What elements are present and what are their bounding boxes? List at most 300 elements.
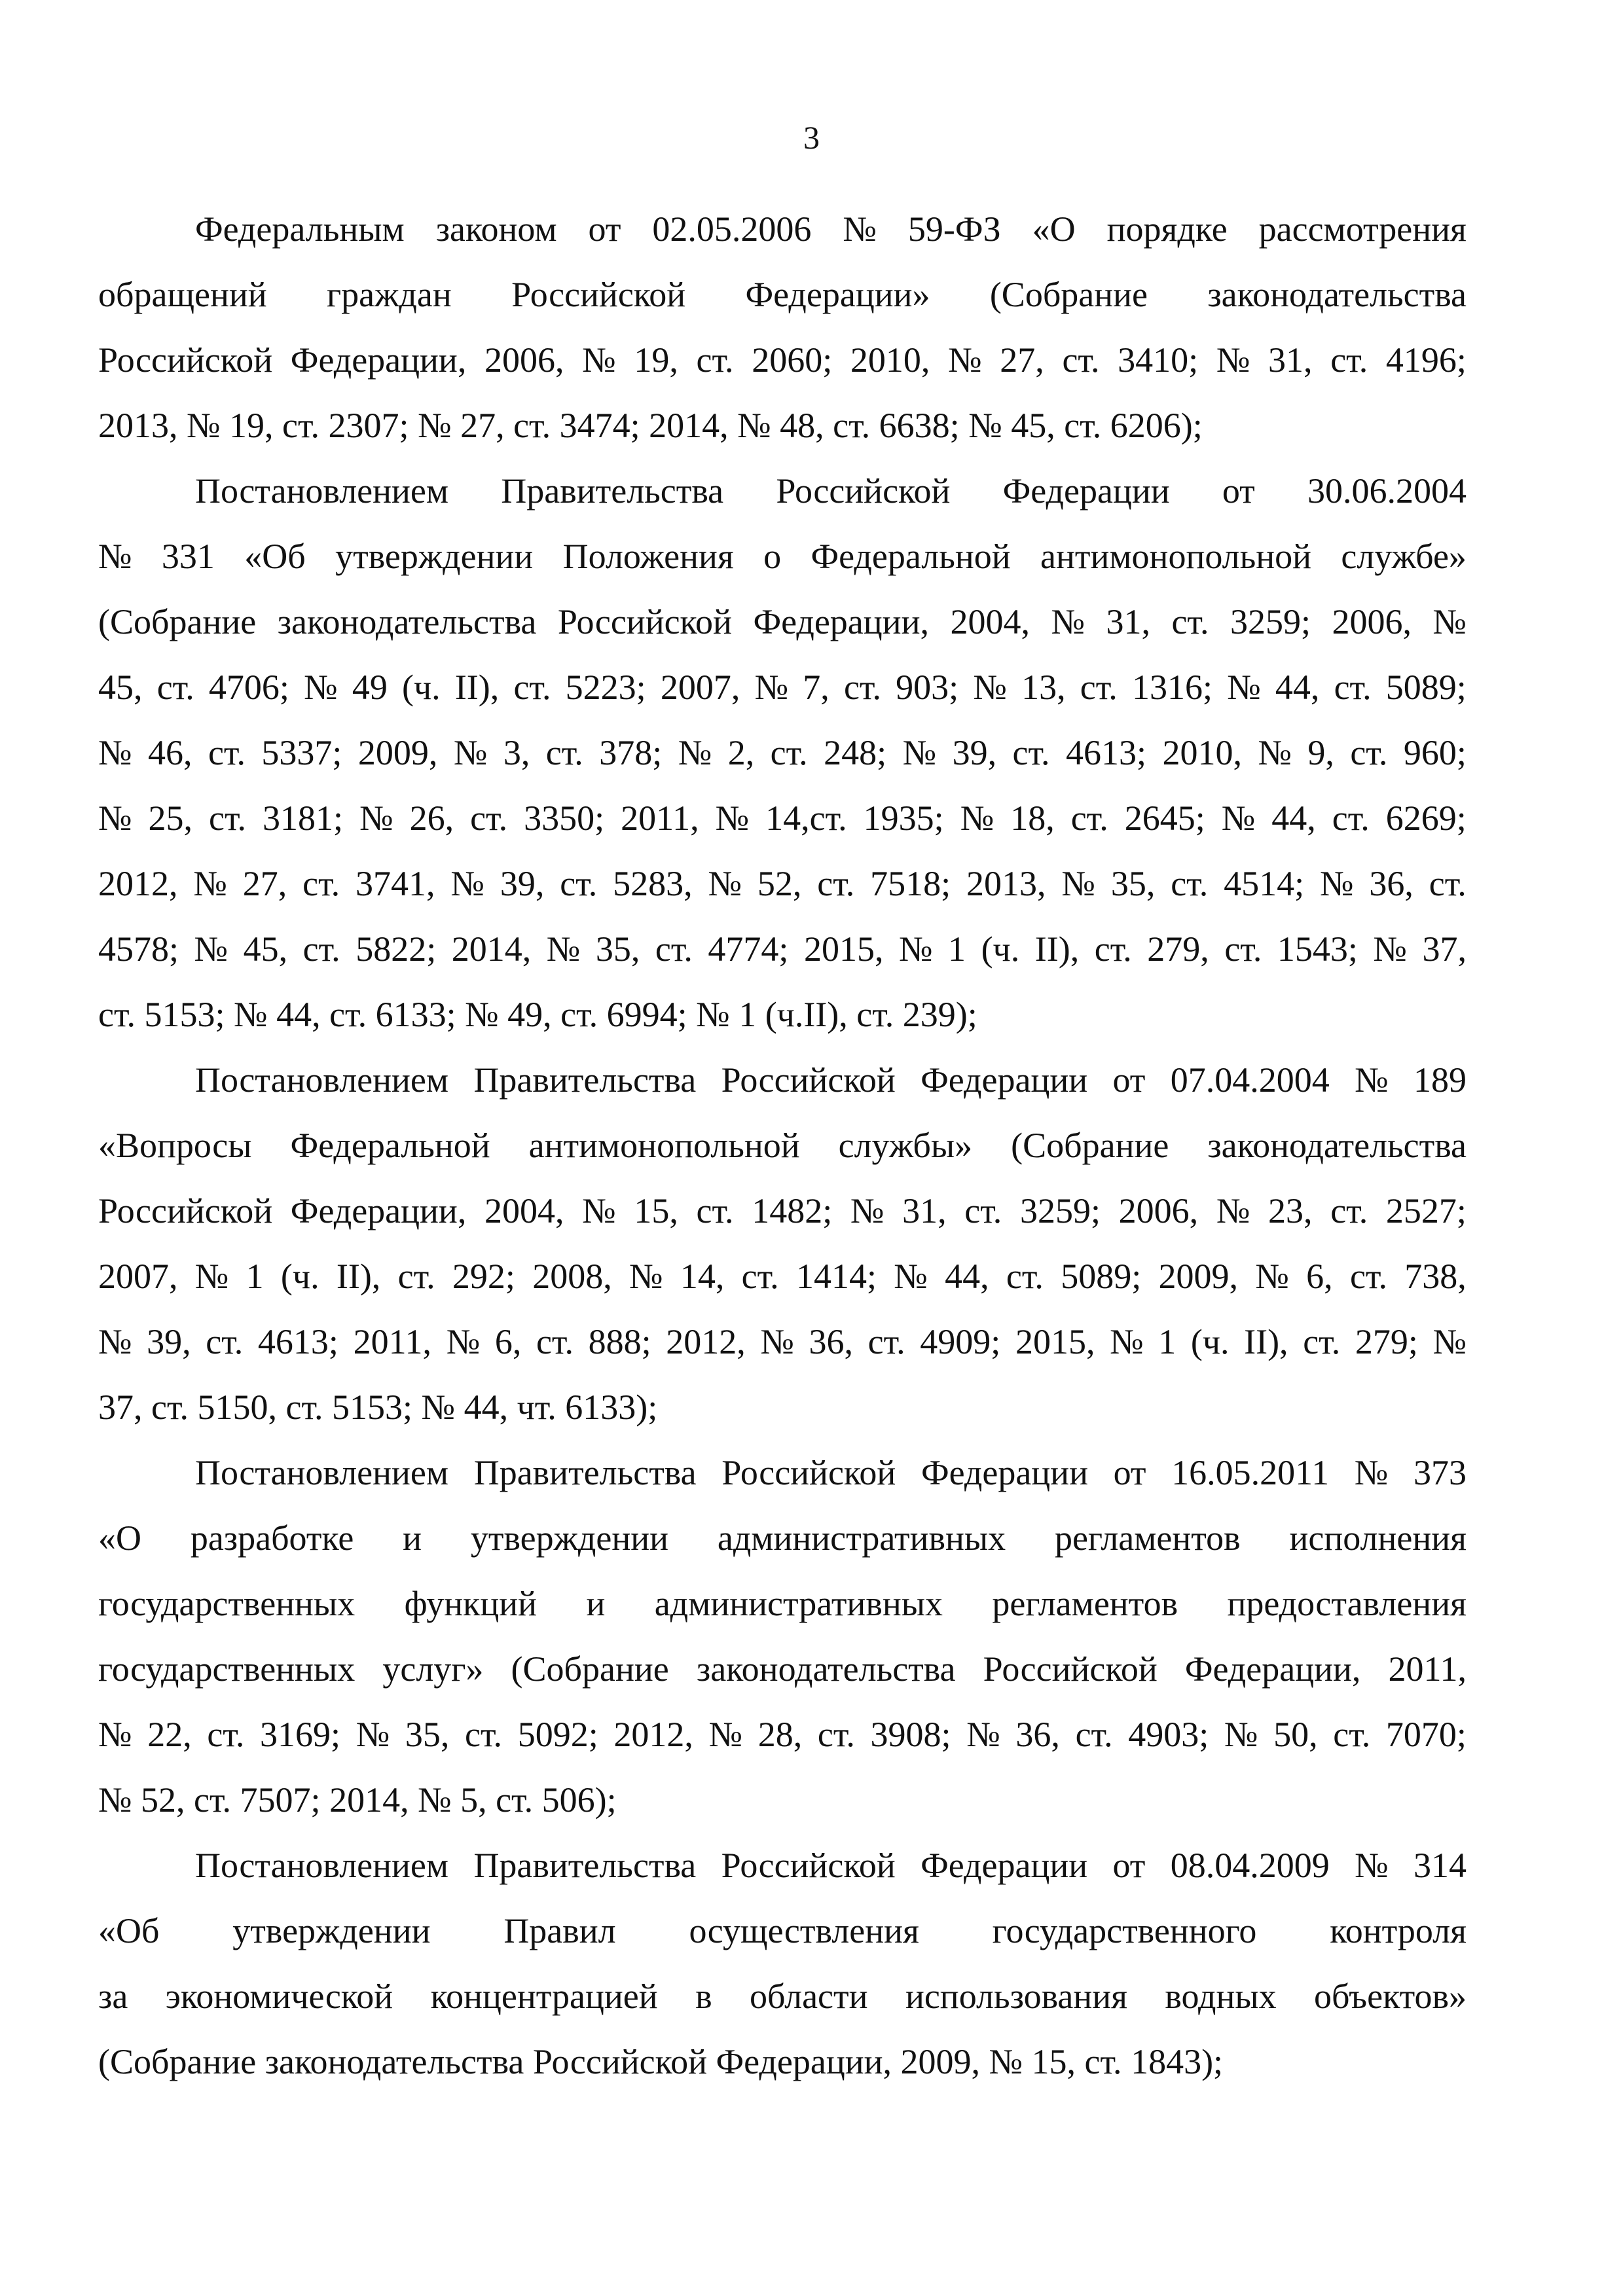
word: № [902, 733, 937, 772]
word: Федерации, [290, 340, 467, 380]
word: № [968, 406, 1012, 445]
text-line [98, 1440, 1467, 1505]
word: № [187, 406, 230, 445]
word: 378; [599, 733, 663, 772]
word: 3, [503, 733, 530, 772]
word: 903; [896, 668, 959, 707]
word: ст. [1006, 1257, 1044, 1296]
word: 52, [757, 864, 802, 903]
word: № [715, 798, 750, 838]
document-body [98, 196, 1467, 2094]
word: 48, [780, 406, 833, 445]
word: № [98, 1322, 132, 1361]
word: 36, [1369, 864, 1413, 903]
word: 7, [803, 668, 830, 707]
word: 2012, [613, 1715, 693, 1754]
text-line [98, 1767, 1467, 1833]
word: 5150, [197, 1388, 286, 1427]
word: 37, [1422, 929, 1467, 969]
word: 4613; [257, 1322, 338, 1361]
word: ст. [156, 668, 194, 707]
word: 44, [276, 995, 330, 1034]
word: законодательства [1207, 275, 1467, 314]
word: 19, [634, 340, 678, 380]
word: № [1355, 1060, 1389, 1100]
word: 2010, [1162, 733, 1242, 772]
word: 28, [757, 1715, 803, 1754]
word: 44, [464, 1388, 517, 1427]
word: чт. [517, 1388, 566, 1427]
word: 14, [680, 1257, 725, 1296]
word: 4196; [1385, 340, 1467, 380]
word: № [194, 929, 228, 969]
word: антимонопольной [528, 1126, 800, 1165]
word: «Вопросы [98, 1126, 252, 1165]
word: Федеральной [811, 537, 1011, 576]
text-line [98, 393, 1467, 458]
word: 15, [1031, 2042, 1085, 2081]
word: № [356, 1715, 390, 1754]
text-line [98, 2029, 1467, 2094]
word: ст. [833, 406, 879, 445]
word: 279, [1147, 929, 1209, 969]
word: 35, [405, 1715, 450, 1754]
word: и [586, 1584, 606, 1623]
word: контроля [1330, 1911, 1467, 1950]
word: функций [404, 1584, 538, 1623]
word: 2010, [850, 340, 930, 380]
word: 6, [1306, 1257, 1333, 1296]
word: 18, [1010, 798, 1055, 838]
word: 4903; [1128, 1715, 1209, 1754]
word: ст. [397, 1257, 435, 1296]
word: области [750, 1977, 868, 2016]
text-line [98, 1113, 1467, 1178]
word: ст. [867, 1322, 905, 1361]
word: 3741, [356, 864, 435, 903]
word: 5283, [613, 864, 693, 903]
text-line [98, 1309, 1467, 1374]
word: 39, [147, 1322, 191, 1361]
word: Российской [721, 1846, 896, 1885]
word: 279; [1355, 1322, 1418, 1361]
word: административных [654, 1584, 943, 1623]
word: 314 [1413, 1846, 1467, 1885]
word: 2011, [621, 798, 699, 838]
word: 31, [1268, 340, 1313, 380]
word: 45, [243, 929, 288, 969]
text-line [98, 1244, 1467, 1309]
word: Российской [776, 471, 951, 511]
word: регламентов [1054, 1518, 1241, 1558]
word: № [1110, 1322, 1144, 1361]
word: № [98, 537, 132, 576]
word: 3908; [870, 1715, 951, 1754]
paragraph [98, 1833, 1467, 2094]
word: 2009, [900, 2042, 989, 2081]
word: ст. [1171, 602, 1209, 641]
word: 5337; [261, 733, 342, 772]
word: Федерации [1002, 471, 1170, 511]
word: 25, [148, 798, 193, 838]
word: 13, [1021, 668, 1066, 707]
word: 2012, [666, 1322, 746, 1361]
word: 888; [588, 1322, 651, 1361]
word: ст. [770, 733, 808, 772]
word: Российской [983, 1649, 1158, 1689]
word: II), [336, 1257, 381, 1296]
word: 2015, [1015, 1322, 1095, 1361]
paragraph [98, 1047, 1467, 1440]
word: 960; [1403, 733, 1467, 772]
word: № [754, 668, 789, 707]
word: государственного [992, 1911, 1257, 1950]
word: Российской [721, 1453, 896, 1492]
word: (ч. [402, 668, 441, 707]
word: граждан [326, 275, 452, 314]
word: 36, [1015, 1715, 1060, 1754]
word: ст. [1062, 340, 1100, 380]
word: 2527; [1385, 1191, 1467, 1230]
word: № [1061, 864, 1095, 903]
word: № [98, 1715, 132, 1754]
word: ст. [696, 340, 734, 380]
word: Федерации [921, 1060, 1088, 1100]
word: № [966, 1715, 1000, 1754]
word: № [418, 406, 461, 445]
word: законодательства [277, 602, 537, 641]
word: 1935; [863, 798, 944, 838]
word: в [695, 1977, 712, 2016]
word: № [843, 209, 877, 249]
word: «О [1032, 209, 1076, 249]
word: 59-ФЗ [907, 209, 1001, 249]
word: Федерации» [745, 275, 930, 314]
word: (ч. [280, 1257, 319, 1296]
word: ст. [206, 1322, 244, 1361]
word: Постановлением [195, 471, 449, 511]
word: 2012, [98, 864, 178, 903]
word: 31, [1106, 602, 1150, 641]
word: осуществления [689, 1911, 919, 1950]
word: 3350; [524, 798, 605, 838]
word: 5, [460, 1780, 496, 1820]
word: ст. [1084, 2042, 1131, 2081]
word: концентрацией [430, 1977, 658, 2016]
word: ст. [1349, 1257, 1387, 1296]
word: Правительства [501, 471, 724, 511]
word: ст. [560, 995, 607, 1034]
word: Правительства [473, 1846, 697, 1885]
text-line [98, 1571, 1467, 1636]
word: 2307; [328, 406, 418, 445]
word: 5223; [565, 668, 646, 707]
word: 30.06.2004 [1307, 471, 1467, 511]
word: 50, [1273, 1715, 1318, 1754]
word: № [1354, 1453, 1389, 1492]
word: 3259; [1019, 1191, 1101, 1230]
word: 2011, [353, 1322, 432, 1361]
word: № [1355, 1846, 1389, 1885]
word: ст. [696, 1191, 734, 1230]
word: 5822; [356, 929, 437, 969]
word: 27, [460, 406, 514, 445]
word: № [948, 340, 982, 380]
word: ст. [741, 1257, 779, 1296]
word: ст. [151, 1388, 198, 1427]
word: № [960, 798, 994, 838]
word: ст. [655, 929, 693, 969]
word: № [194, 1257, 229, 1296]
word: 373 [1413, 1453, 1467, 1492]
word: ст. [817, 1715, 855, 1754]
word: 2645; [1124, 798, 1205, 838]
word: 35, [1110, 864, 1156, 903]
word: № [234, 995, 277, 1034]
text-line [98, 851, 1467, 916]
word: 08.04.2009 [1170, 1846, 1330, 1885]
word: № [1373, 929, 1407, 969]
word: административных [717, 1518, 1006, 1558]
word: ст. [1333, 1715, 1371, 1754]
word: № [1216, 340, 1250, 380]
word: № [582, 340, 616, 380]
text-line [98, 1964, 1467, 2029]
word: № [1432, 1322, 1467, 1361]
word: ст. [1094, 929, 1132, 969]
text-line [98, 1833, 1467, 1898]
word: № [1216, 1191, 1250, 1230]
word: обращений [98, 275, 267, 314]
word: 16.05.2011 [1171, 1453, 1330, 1492]
word: II), [454, 668, 500, 707]
word: от [1222, 471, 1255, 511]
word: 6, [494, 1322, 522, 1361]
word: водных [1165, 1977, 1277, 2016]
word: экономической [165, 1977, 393, 2016]
word: 44, [1271, 798, 1316, 838]
word: ст. [1171, 864, 1209, 903]
word: антимонопольной [1040, 537, 1312, 576]
word: ст. [843, 668, 881, 707]
word: № [418, 1780, 461, 1820]
word: 46, [147, 733, 192, 772]
word: 6269; [1385, 798, 1467, 838]
word: объектов» [1314, 1977, 1467, 2016]
word: ст. [1224, 929, 1262, 969]
text-line [98, 785, 1467, 851]
word: 39, [952, 733, 997, 772]
word: Российской [98, 1191, 273, 1230]
word: исполнения [1289, 1518, 1467, 1558]
word: № [1258, 733, 1292, 772]
word: ст. [1064, 406, 1110, 445]
word: (ч. [1190, 1322, 1230, 1361]
word: ст. [209, 798, 247, 838]
word: 4706; [208, 668, 289, 707]
word: 5089; [1385, 668, 1467, 707]
word: Российской [511, 275, 686, 314]
word: 1 [739, 995, 765, 1034]
word: 39, [500, 864, 545, 903]
text-line [98, 458, 1467, 524]
word: (ч. [981, 929, 1020, 969]
word: 07.04.2004 [1170, 1060, 1330, 1100]
word: ст. [207, 1715, 245, 1754]
word: № [708, 864, 742, 903]
word: 7518; [870, 864, 951, 903]
word: 3181; [263, 798, 344, 838]
word: 248; [824, 733, 887, 772]
word: 35, [595, 929, 640, 969]
text-line [98, 1178, 1467, 1244]
word: Постановлением [195, 1846, 449, 1885]
word: № [359, 798, 393, 838]
word: 6638; [879, 406, 969, 445]
text-line [98, 327, 1467, 393]
word: № [450, 864, 484, 903]
word: 22, [147, 1715, 192, 1754]
word: № [894, 1257, 928, 1296]
word: ст. [1070, 798, 1108, 838]
word: услуг» [382, 1649, 484, 1689]
word: законом [435, 209, 557, 249]
word: 4514; [1224, 864, 1305, 903]
word: 31, [902, 1191, 947, 1230]
word: 1482; [752, 1191, 833, 1230]
word: Положения [562, 537, 734, 576]
word: ст. [285, 1388, 333, 1427]
text-line [98, 524, 1467, 589]
word: № [1221, 798, 1256, 838]
word: (Собрание [98, 602, 257, 641]
word: Российской [532, 2042, 716, 2081]
word: (Собрание [989, 275, 1148, 314]
text-line [98, 262, 1467, 327]
word: 9, [1307, 733, 1334, 772]
word: утверждении [335, 537, 534, 576]
word: 2007, [660, 668, 740, 707]
word: 738, [1404, 1257, 1467, 1296]
word: ст. [817, 864, 855, 903]
text-line [98, 1374, 1467, 1440]
word: порядке [1106, 209, 1228, 249]
word: «О [98, 1518, 141, 1558]
word: 26, [409, 798, 454, 838]
word: использования [905, 1977, 1127, 2016]
word: «Об [98, 1911, 160, 1950]
word: 2015, [803, 929, 884, 969]
text-line [98, 720, 1467, 785]
word: Правительства [473, 1060, 697, 1100]
text-line [98, 1898, 1467, 1964]
word: государственных [98, 1584, 356, 1623]
word: 189 [1413, 1060, 1467, 1100]
word: № [546, 929, 581, 969]
word: ст. [545, 733, 583, 772]
word: 3474; [559, 406, 649, 445]
word: 15, [634, 1191, 678, 1230]
word: № [678, 733, 712, 772]
word: 2009, [1158, 1257, 1239, 1296]
word: 2060; [752, 340, 833, 380]
word: № [98, 733, 132, 772]
word: 2014, [329, 1780, 418, 1820]
word: от [1112, 1060, 1146, 1100]
word: № [989, 2042, 1032, 2081]
word: рассмотрения [1258, 209, 1467, 249]
word: 49, [507, 995, 561, 1034]
word: 2013, [966, 864, 1046, 903]
word: 23, [1268, 1191, 1313, 1230]
word: ст. [1429, 864, 1467, 903]
word: Федерации [921, 1453, 1088, 1492]
word: 4774; [708, 929, 789, 969]
word: № [304, 668, 338, 707]
word: № [1227, 668, 1261, 707]
word: Правительства [473, 1453, 697, 1492]
word: ст. [964, 1191, 1002, 1230]
word: 5092; [517, 1715, 598, 1754]
word: ст. [1080, 668, 1118, 707]
word: ст. [1334, 668, 1372, 707]
word: № [453, 733, 488, 772]
word: № [1051, 602, 1085, 641]
word: № [582, 1191, 616, 1230]
word: законодательства [696, 1649, 956, 1689]
word: 2006, [1332, 602, 1412, 641]
word: ст. [1075, 1715, 1113, 1754]
word: № [1224, 1715, 1258, 1754]
word: ст. [465, 1715, 503, 1754]
word: 36, [809, 1322, 854, 1361]
word: № [629, 1257, 663, 1296]
word: 2007, [98, 1257, 178, 1296]
word: 1414; [795, 1257, 877, 1296]
word: Российской [557, 602, 732, 641]
word: ст. [1330, 1191, 1368, 1230]
word: 49 [352, 668, 388, 707]
word: 6133); [565, 1388, 658, 1427]
word: Постановлением [195, 1453, 449, 1492]
page-number: 3 [803, 119, 820, 156]
word: ст. [208, 733, 246, 772]
word: № [973, 668, 1007, 707]
word: Федерации, [753, 602, 929, 641]
word: 7507; [240, 1780, 330, 1820]
word: утверждении [470, 1518, 669, 1558]
word: Российской [98, 340, 273, 380]
word: о [763, 537, 782, 576]
word: Федеральной [290, 1126, 490, 1165]
word: 6206); [1110, 406, 1203, 445]
word: № [421, 1388, 464, 1427]
word: № [760, 1322, 794, 1361]
paragraph [98, 196, 1467, 458]
word: ст. [470, 798, 508, 838]
word: 6133; [375, 995, 465, 1034]
word: № [1319, 864, 1354, 903]
word: II), [1244, 1322, 1288, 1361]
word: 1316; [1131, 668, 1213, 707]
word: 506); [541, 1780, 617, 1820]
word: за [98, 1977, 128, 2016]
word: от [1112, 1846, 1146, 1885]
word: ст. [1012, 733, 1050, 772]
word: II), [1034, 929, 1080, 969]
word: 1 [948, 929, 966, 969]
word: ст. [98, 995, 145, 1034]
